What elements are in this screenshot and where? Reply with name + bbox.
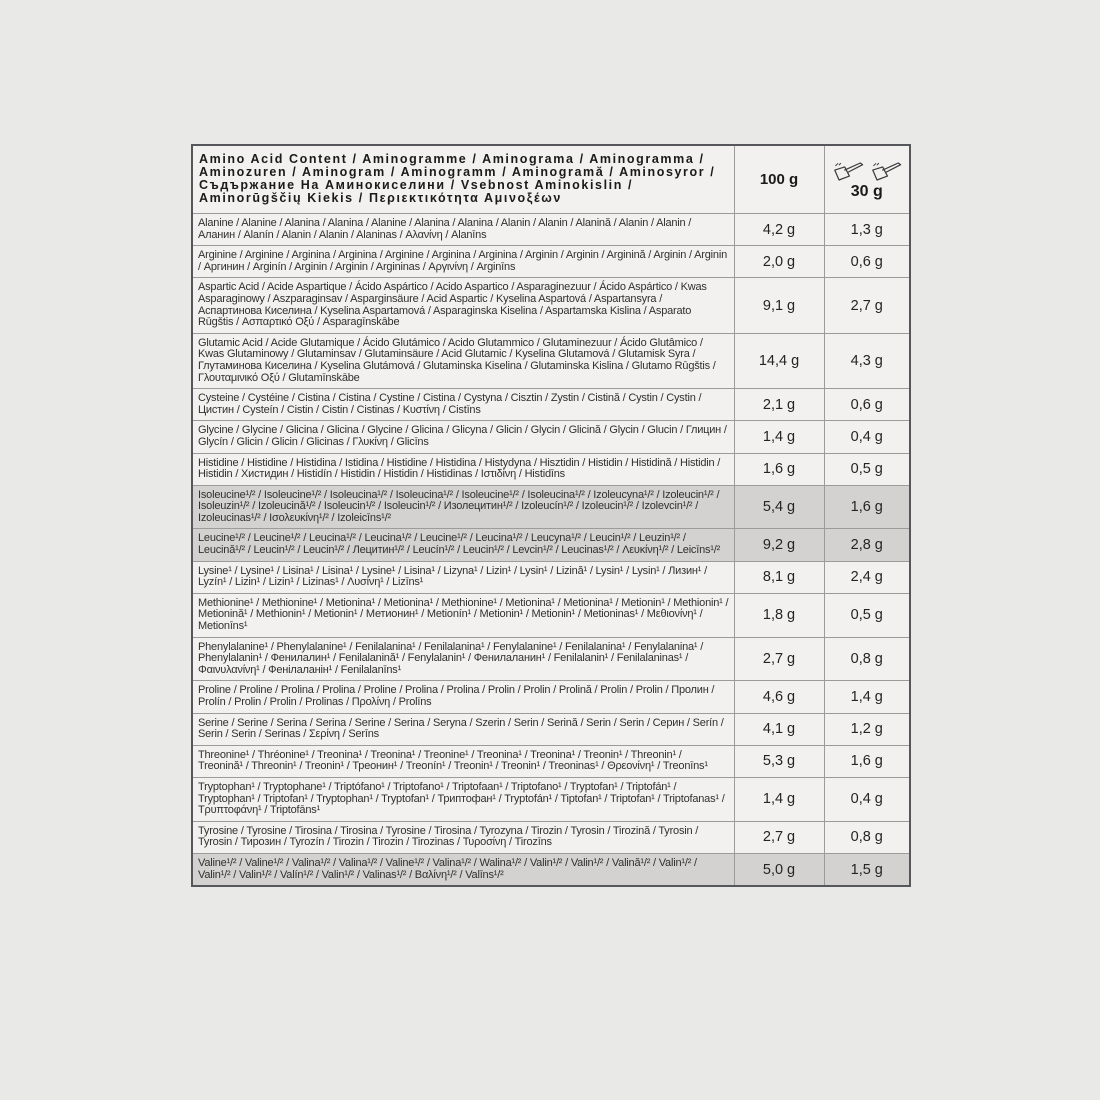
table-row: [192, 214, 910, 246]
amino-acid-names: Serine / Serine / Serina / Serina / Serine / Serina / Seryna / Szerin / Serin / Serină / Serin / Serin / Серин / Serín / Serin / Serin / Serinas / Σερίνη / Serīns: [192, 713, 734, 745]
value-per-30g: 0,8 g: [824, 821, 910, 853]
table-row: [192, 745, 910, 777]
table-row: [192, 278, 910, 333]
value-per-30g: 0,6 g: [824, 246, 910, 278]
amino-table-body: [192, 214, 910, 887]
amino-acid-names: Threonine¹ / Thréonine¹ / Treonina¹ / Treonina¹ / Treonine¹ / Treonina¹ / Treonina¹ / Treonin¹ / Threonin¹ / Treonină¹ / Threonin¹ / Treonin¹ / Треонин¹ / Treonín¹ / Treonin¹ / Treonin¹ / Treoninas¹ / Θρεονίνη¹ / Treonīns¹: [192, 745, 734, 777]
table-row: [192, 333, 910, 388]
value-per-100g: 5,4 g: [734, 485, 824, 529]
table-row: [192, 713, 910, 745]
value-per-30g: 0,6 g: [824, 389, 910, 421]
table-row: [192, 561, 910, 593]
amino-acid-names: Leucine¹/² / Leucine¹/² / Leucina¹/² / Leucina¹/² / Leucine¹/² / Leucina¹/² / Leucyna¹/² / Leucin¹/² / Leuzin¹/² / Leucină¹/² / Leucin¹/² / Leucin¹/² / Лецитин¹/² / Leucín¹/² / Leucin¹/² / Levcin¹/² / Leucinas¹/² / Λευκίνη¹/² / Leicīns¹/²: [192, 529, 734, 561]
amino-acid-names: Isoleucine¹/² / Isoleucine¹/² / Isoleucina¹/² / Isoleucina¹/² / Isoleucine¹/² / Isoleucina¹/² / Izoleucyna¹/² / Izoleucin¹/² / Isoleuzin¹/² / Izoleucină¹/² / Isoleucin¹/² / Isoleucin¹/² / Изолецитин¹/² / Izoleucín¹/² / Izoleucin¹/² / Izolevcin¹/² / Izoleucinas¹/² / Ισολευκίνη¹/² / Izoleicīns¹/²: [192, 485, 734, 529]
table-row: [192, 637, 910, 681]
value-per-30g: 2,8 g: [824, 529, 910, 561]
table-row: [192, 777, 910, 821]
measuring-scoop-icon: [869, 160, 903, 183]
amino-acid-names: Tyrosine / Tyrosine / Tirosina / Tirosina / Tyrosine / Tirosina / Tyrozyna / Tirozin / Tyrosin / Tirozină / Tyrosin / Tyrosin / Тирозин / Tyrozín / Tirozin / Tirozin / Tirozinas / Τυροσίνη / Tirozīns: [192, 821, 734, 853]
scoop-icons: [827, 160, 908, 183]
value-per-30g: 0,8 g: [824, 637, 910, 681]
amino-acid-table: [191, 144, 909, 887]
table-row: [192, 853, 910, 886]
amino-acid-names: Lysine¹ / Lysine¹ / Lisina¹ / Lisina¹ / Lysine¹ / Lisina¹ / Lizyna¹ / Lizin¹ / Lysin¹ / Lizină¹ / Lysin¹ / Lysin¹ / Лизин¹ / Lyzín¹ / Lizin¹ / Lizin¹ / Lizinas¹ / Λυσίνη¹ / Lizīns¹: [192, 561, 734, 593]
column-header-100g: 100 g: [734, 145, 824, 214]
value-per-100g: 4,6 g: [734, 681, 824, 713]
value-per-100g: 1,6 g: [734, 453, 824, 485]
amino-acid-names: Valine¹/² / Valine¹/² / Valina¹/² / Valina¹/² / Valine¹/² / Valina¹/² / Walina¹/² / Valin¹/² / Valin¹/² / Valină¹/² / Valin¹/² / Valin¹/² / Valin¹/² / Valín¹/² / Valin¹/² / Valinas¹/² / Βαλίνη¹/² / Valīns¹/²: [192, 853, 734, 886]
value-per-30g: 0,4 g: [824, 777, 910, 821]
value-per-100g: 5,0 g: [734, 853, 824, 886]
value-per-30g: 0,5 g: [824, 453, 910, 485]
amino-acid-names: Glutamic Acid / Acide Glutamique / Ácido Glutámico / Acido Glutammico / Glutaminezuur / Ácido Glutâmico / Kwas Glutaminowy / Glutaminsav / Glutaminsäure / Acid Glutamic / Kyselina Glutamová / Glutamisk Syra / Глутаминова Киселина / Kyselina Glutámová / Glutaminska Kiselina / Glutaminska Kislina / Glutamo Rūgštis / Γλουταμινικό Οξύ / Glutamīnskābe: [192, 333, 734, 388]
amino-acid-names: Histidine / Histidine / Histidina / Istidina / Histidine / Histidina / Histydyna / Hisztidin / Histidin / Histidină / Histidin / Histidin / Хистидин / Histidín / Histidin / Histidin / Histidinas / Ιστιδίνη / Histidīns: [192, 453, 734, 485]
amino-acid-names: Proline / Proline / Prolina / Prolina / Proline / Prolina / Prolina / Prolin / Prolin / Prolină / Prolin / Prolin / Пролин / Prolín / Prolin / Prolin / Prolinas / Προλίνη / Prolīns: [192, 681, 734, 713]
amino-acid-names: Glycine / Glycine / Glicina / Glicina / Glycine / Glicina / Glicyna / Glicin / Glycin / Glicină / Glycin / Glucin / Глицин / Glycín / Glicin / Glicin / Glicinas / Γλυκίνη / Glicīns: [192, 421, 734, 453]
table-header-row: [192, 145, 910, 214]
value-per-100g: 14,4 g: [734, 333, 824, 388]
value-per-100g: 4,2 g: [734, 214, 824, 246]
column-header-30g-label: 30 g: [850, 183, 883, 200]
value-per-100g: 2,1 g: [734, 389, 824, 421]
amino-acid-names: Methionine¹ / Methionine¹ / Metionina¹ / Metionina¹ / Methionine¹ / Metionina¹ / Metionina¹ / Metionin¹ / Methionin¹ / Metionină¹ / Methionin¹ / Metionin¹ / Метионин¹ / Metionín¹ / Metionin¹ / Metionin¹ / Metioninas¹ / Μεθιονίνη¹ / Metionīns¹: [192, 593, 734, 637]
value-per-30g: 2,4 g: [824, 561, 910, 593]
table-row: [192, 246, 910, 278]
value-per-100g: 1,4 g: [734, 777, 824, 821]
amino-acid-names: Tryptophan¹ / Tryptophane¹ / Triptófano¹ / Triptofano¹ / Triptofaan¹ / Triptofano¹ / Tryptofan¹ / Triptofán¹ / Tryptophan¹ / Triptofan¹ / Tryptophan¹ / Tryptofan¹ / Триптофан¹ / Tryptofán¹ / Tiptofan¹ / Triptofan¹ / Triptofanas¹ / Τρυπτοφάνη¹ / Triptofāns¹: [192, 777, 734, 821]
value-per-100g: 2,7 g: [734, 821, 824, 853]
value-per-100g: 1,8 g: [734, 593, 824, 637]
value-per-30g: 1,4 g: [824, 681, 910, 713]
value-per-30g: 0,4 g: [824, 421, 910, 453]
table-row: [192, 421, 910, 453]
amino-acid-names: Cysteine / Cystéine / Cistina / Cistina / Cystine / Cistina / Cystyna / Cisztin / Zystin / Cistină / Cystin / Cystin / Цистин / Cysteín / Cistin / Cistin / Cistinas / Κυστίνη / Cistīns: [192, 389, 734, 421]
measuring-scoop-icon: [831, 160, 865, 183]
value-per-100g: 2,0 g: [734, 246, 824, 278]
value-per-30g: 4,3 g: [824, 333, 910, 388]
table-row: [192, 593, 910, 637]
amino-acid-names: Alanine / Alanine / Alanina / Alanina / Alanine / Alanina / Alanina / Alanin / Alanin / Alanină / Alanin / Alanin / Аланин / Alanín / Alanin / Alanin / Alaninas / Αλανίνη / Alanīns: [192, 214, 734, 246]
value-per-30g: 1,2 g: [824, 713, 910, 745]
amino-acid-names: Phenylalanine¹ / Phenylalanine¹ / Fenilalanina¹ / Fenilalanina¹ / Fenylalanine¹ / Fenilalanina¹ / Fenylalanina¹ / Phenylalanin¹ / Фенилалин¹ / Fenilalanină¹ / Fenylalanin¹ / Фенилаланин¹ / Fenilalanin¹ / Fenilalaninas¹ / Φαινυλανίνη¹ / Фенілаланін¹ / Fenilalanīns¹: [192, 637, 734, 681]
value-per-30g: 1,6 g: [824, 485, 910, 529]
value-per-30g: 1,6 g: [824, 745, 910, 777]
table-row: [192, 529, 910, 561]
value-per-30g: 1,5 g: [824, 853, 910, 886]
value-per-100g: 1,4 g: [734, 421, 824, 453]
amino-acid-names: Arginine / Arginine / Arginina / Arginina / Arginine / Arginina / Arginina / Arginin / Arginin / Arginină / Arginin / Arginin / Аргинин / Arginín / Arginin / Arginin / Argininas / Αργινίνη / Arginīns: [192, 246, 734, 278]
value-per-30g: 2,7 g: [824, 278, 910, 333]
value-per-100g: 9,2 g: [734, 529, 824, 561]
value-per-100g: 2,7 g: [734, 637, 824, 681]
value-per-100g: 8,1 g: [734, 561, 824, 593]
value-per-100g: 9,1 g: [734, 278, 824, 333]
column-header-30g: [824, 145, 910, 214]
value-per-30g: 0,5 g: [824, 593, 910, 637]
amino-acid-names: Aspartic Acid / Acide Aspartique / Ácido Aspártico / Acido Aspartico / Asparaginezuur / Ácido Aspártico / Kwas Asparaginowy / Aszparaginsav / Asparginsäure / Acid Aspartic / Kyselina Aspartová / Aspartansyra / Аспартинова Киселина / Kyselina Aspartamová / Asparaginska Kiselina / Aspartamska Kislina / Asparato Rūgštis / Ασπαρτικό Οξύ / Asparagīnskābe: [192, 278, 734, 333]
table-row: [192, 485, 910, 529]
table-row: [192, 821, 910, 853]
table-title: Amino Acid Content / Aminogramme / Aminograma / Aminogramma / Aminozuren / Aminogram / Aminogramm / Aminogramă / Aminosyror / Съдържание На Аминокиселини / Vsebnost Aminokislin / Aminorūgščių Kiekis / Περιεκτικότητα Αμινοξέων: [192, 145, 734, 214]
value-per-30g: 1,3 g: [824, 214, 910, 246]
table-row: [192, 681, 910, 713]
value-per-100g: 5,3 g: [734, 745, 824, 777]
table-row: [192, 389, 910, 421]
table-row: [192, 453, 910, 485]
value-per-100g: 4,1 g: [734, 713, 824, 745]
